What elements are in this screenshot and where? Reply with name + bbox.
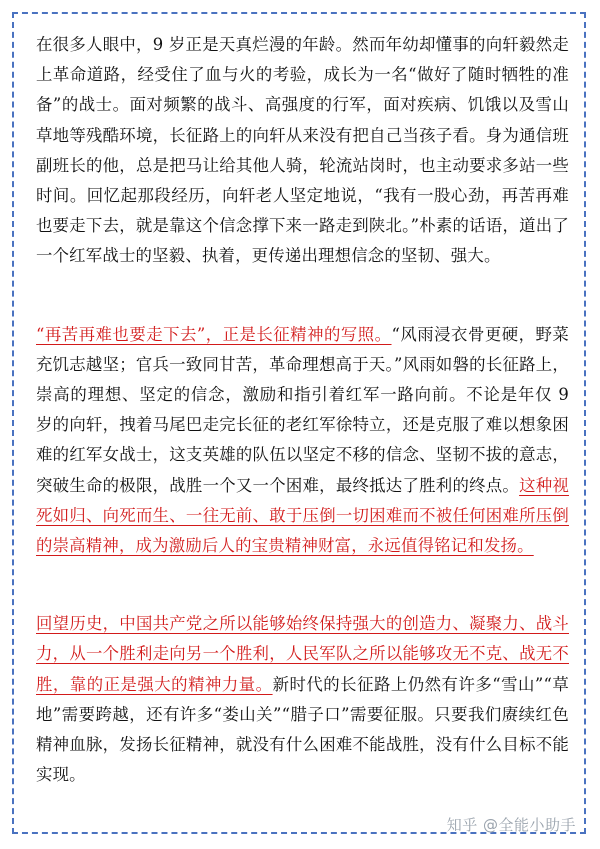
paragraph-1 xyxy=(36,30,569,272)
paragraph-3-emphasis-lead: 回望历史，中国共产党之所以能够始终保持强大的创造力、凝聚力、战斗力，从一个胜利走向另一个胜利，人民军队之所以能够攻无不克、战无不胜，靠的正是强大的精神力量。 xyxy=(36,614,569,694)
zhihu-watermark: 知乎 @全能小助手 xyxy=(446,816,576,834)
paragraph-gap xyxy=(36,561,569,609)
paragraph-3-body: 新时代的长征路上仍然有许多“雪山”“草地”需要跨越，还有许多“娄山关”“腊子口”需要征服。只要我们赓续红色精神血脉，发扬长征精神，就没有什么困难不能战胜，没有什么目标不能实现。 xyxy=(36,674,569,785)
paragraph-2-emphasis-tail: 这种视死如归、向死而生、一往无前、敢于压倒一切困难而不被任何困难所压倒的崇高精神，成为激励后人的宝贵精神财富，永远值得铭记和发扬。 xyxy=(36,475,569,556)
paragraph-1-text: 在很多人眼中，9 岁正是天真烂漫的年龄。然而年幼却懂事的向轩毅然走上革命道路，经受住了血与火的考验，成长为一名“做好了随时牺牲的准备”的战士。面对频繁的战斗、高强度的行军，面对疾病、饥饿以及雪山草地等残酷环境，长征路上的向轩从来没有把自己当孩子看。身为通信班副班长的他，总是把马让给其他人骑，轮流站岗时，也主动要求多站一些时间。回忆起那段经历，向轩老人坚定地说，“我有一股心劲，再苦再难也要走下去，就是靠这个信念撑下来一路走到陕北。”朴素的话语，道出了一个红军战士的坚毅、执着，更传递出理想信念的坚韧、强大。 xyxy=(36,35,569,266)
paragraph-2-emphasis-lead: “再苦再难也要走下去”，正是长征精神的写照。 xyxy=(36,324,392,344)
paragraph-3 xyxy=(36,609,569,790)
paragraph-gap xyxy=(36,272,569,320)
paragraph-2 xyxy=(36,320,569,562)
paragraph-2-body: “风雨浸衣骨更硬，野菜充饥志越坚；官兵一致同甘苦，革命理想高于天。”风雨如磐的长征路上，崇高的理想、坚定的信念，激励和指引着红军一路向前。不论是年仅 9 岁的向轩，拽着马尾巴走完长征的老红军徐特立，还是克服了难以想象困难的红军女战士，这支英雄的队伍以坚定不移的信念、坚韧不拔的意志，突破生命的极限，战胜一个又一个困难，最终抵达了胜利的终点。 xyxy=(36,324,569,495)
article-body xyxy=(36,30,569,790)
